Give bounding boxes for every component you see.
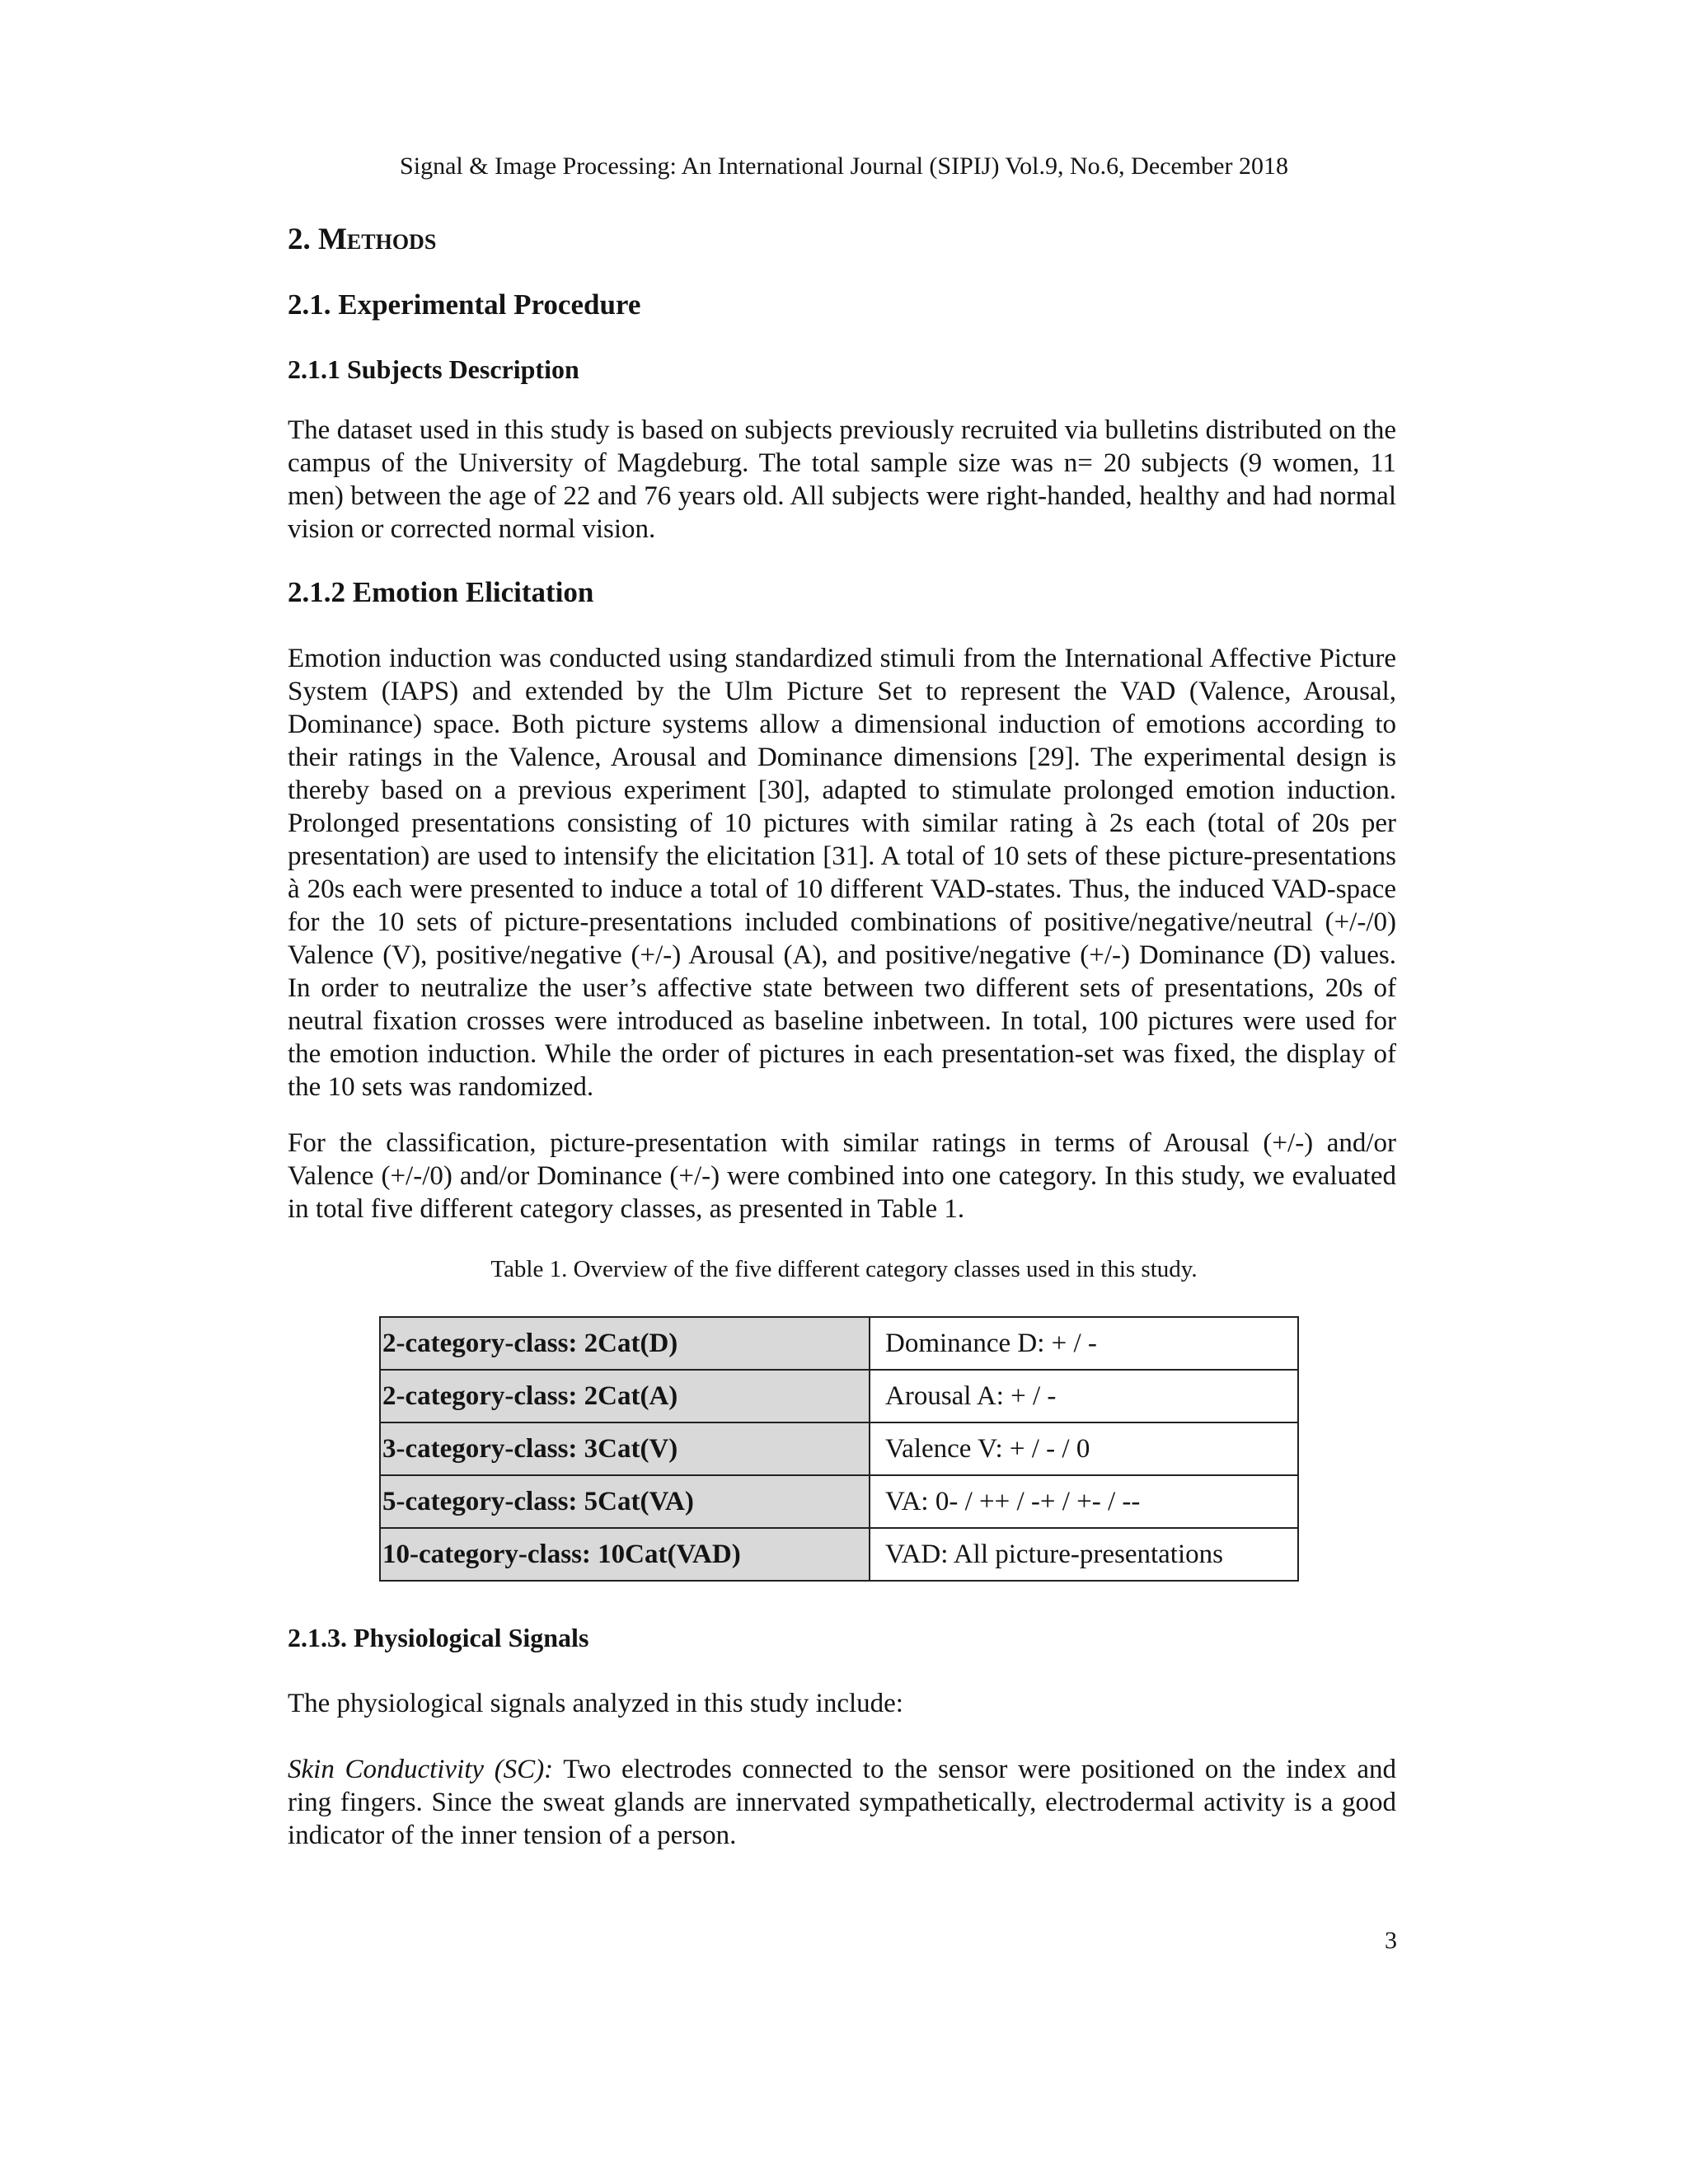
emotion-paragraph-2: For the classification, picture-presentation with similar ratings in terms of Arousal (+/-) and/or Valence (+/-/0) and/or Dominance (+/-) were combined into one category. In this study, we evaluated in total five different category classes, as presented in Table 1. bbox=[288, 1128, 1396, 1224]
category-table bbox=[379, 1316, 1299, 1582]
table-row bbox=[380, 1370, 1298, 1422]
emotion-heading: 2.1.2 Emotion Elicitation bbox=[288, 576, 594, 608]
table-cell-key: 2-category-class: 2Cat(D) bbox=[380, 1317, 870, 1370]
table-cell-key: 2-category-class: 2Cat(A) bbox=[380, 1370, 870, 1422]
subjects-paragraph: The dataset used in this study is based on subjects previously recruited via bulletins distributed on the campus of the University of Magdeburg. The total sample size was n= 20 subjects (9 women, 11 men) between the age of 22 and 76 years old. All subjects were right-handed, healthy and had normal vision or corrected normal vision. bbox=[288, 415, 1396, 544]
table-cell-value: VAD: All picture-presentations bbox=[870, 1528, 1298, 1581]
table-row bbox=[380, 1317, 1298, 1370]
table-cell-value: Dominance D: + / - bbox=[870, 1317, 1298, 1370]
table-cell-value: Valence V: + / - / 0 bbox=[870, 1422, 1298, 1475]
section-title: 2. Methods bbox=[288, 223, 437, 256]
table-cell-key: 10-category-class: 10Cat(VAD) bbox=[380, 1528, 870, 1581]
sc-term: Skin Conductivity (SC): bbox=[288, 1755, 554, 1784]
table-caption: Table 1. Overview of the five different category classes used in this study. bbox=[490, 1256, 1198, 1282]
physio-heading: 2.1.3. Physiological Signals bbox=[288, 1623, 589, 1652]
running-head: Signal & Image Processing: An International Journal (SIPIJ) Vol.9, No.6, December 2018 bbox=[400, 152, 1288, 180]
physio-intro: The physiological signals analyzed in this study include: bbox=[288, 1689, 903, 1718]
table-cell-value: Arousal A: + / - bbox=[870, 1370, 1298, 1422]
table-cell-value: VA: 0- / ++ / -+ / +- / -- bbox=[870, 1475, 1298, 1528]
page-number: 3 bbox=[1385, 1927, 1397, 1954]
table-row bbox=[380, 1422, 1298, 1475]
table-cell-key: 5-category-class: 5Cat(VA) bbox=[380, 1475, 870, 1528]
table-row bbox=[380, 1528, 1298, 1581]
sc-paragraph bbox=[288, 1753, 1396, 1852]
table-row bbox=[380, 1475, 1298, 1528]
emotion-paragraph-1: Emotion induction was conducted using standardized stimuli from the International Affective Picture System (IAPS) and extended by the Ulm Picture Set to represent the VAD (Valence, Arousal, Dominance) space. Both picture systems allow a dimensional induction of emotions according to their ratings in the Valence, Arousal and Dominance dimensions [29]. The experimental design is thereby based on a previous experiment [30], adapted to stimulate prolonged emotion induction. Prolonged presentations consisting of 10 pictures with similar rating à 2s each (total of 20s per presentation) are used to intensify the elicitation [31]. A total of 10 sets of these picture-presentations à 20s each were presented to induce a total of 10 different VAD-states. Thus, the induced VAD-space for the 10 sets of picture-presentations included combinations of positive/negative/neutral (+/-/0) Valence (V), positive/negative (+/-) Arousal (A), and positive/negative (+/-) Dominance (D) values. In order to neutralize the user’s affective state between two different sets of presentations, 20s of neutral fixation crosses were introduced as baseline inbetween. In total, 100 pictures were used for the emotion induction. While the order of pictures in each presentation-set was fixed, the display of the 10 sets was randomized. bbox=[288, 644, 1396, 1102]
sc-text: Two electrodes connected to the sensor were positioned on the index and ring fingers. Since the sweat glands are innervated sympathetically, electrodermal activity is a good indicator of the inner tension of a person. bbox=[288, 1755, 1397, 1850]
subjects-heading: 2.1.1 Subjects Description bbox=[288, 354, 579, 384]
table-cell-key: 3-category-class: 3Cat(V) bbox=[380, 1422, 870, 1475]
subsection-title: 2.1. Experimental Procedure bbox=[288, 288, 641, 321]
